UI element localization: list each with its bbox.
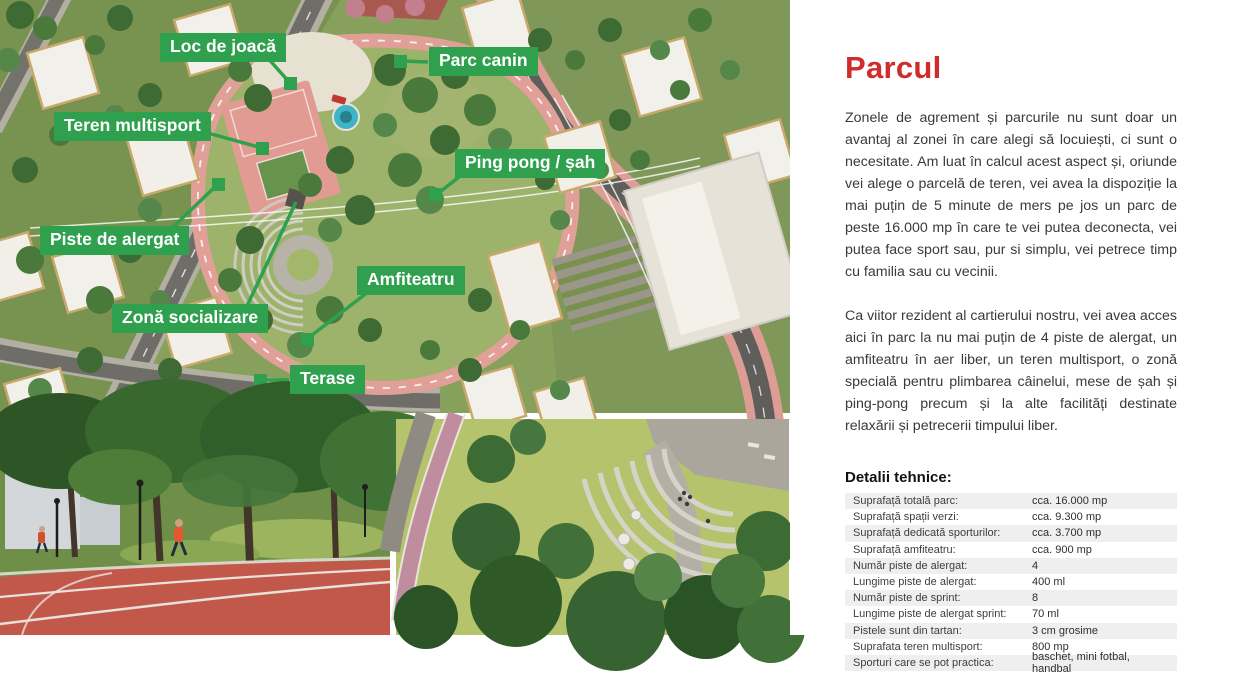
map-label-teren-multisport: Teren multisport — [54, 112, 211, 141]
park-aerial-map — [0, 0, 790, 413]
intro-paragraph: Zonele de agrement și parcurile nu sunt doar un avantaj al zonei în care alegi să locuiești, ci sunt o necesitate. Am luat în calcul acest aspect și, oriunde vei alege o parcelă de teren, vei avea la dispoziție la mai puțin de 5 minute de mers pe jos un parc de peste 16.000 mp în care te vei putea deconecta, vei putea face sport sau, pur si simplu, vei petrece timp cu familia sau cu vecinii. — [845, 110, 1177, 280]
fountain — [333, 104, 359, 130]
detail-value: 800 mp — [1032, 640, 1069, 653]
detail-value: cca. 16.000 mp — [1032, 495, 1108, 508]
detail-value: 4 — [1032, 559, 1039, 572]
detail-label: Suprafață amfiteatru: — [853, 543, 956, 556]
technical-details-table — [845, 493, 1177, 675]
detail-value: cca. 9.300 mp — [1032, 511, 1102, 524]
detail-row — [845, 590, 1177, 606]
detail-label: Suprafață spații verzi: — [853, 511, 959, 524]
detail-label: Suprafata teren multisport: — [853, 640, 983, 653]
detail-row — [845, 623, 1177, 639]
map-label-piste-de-alergat: Piste de alergat — [40, 226, 189, 255]
detail-label: Lungime piste de alergat sprint: — [853, 608, 1007, 621]
aerial-render — [0, 0, 790, 413]
detail-value: 70 ml — [1032, 608, 1059, 621]
photo-running-track — [0, 419, 390, 635]
detail-row — [845, 493, 1177, 509]
page-title: Parcul — [845, 50, 942, 85]
detail-row — [845, 558, 1177, 574]
detail-label: Sporturi care se pot practica: — [853, 656, 994, 669]
photo-amphitheater — [396, 419, 789, 635]
map-label-ping-pong-sah: Ping pong / șah — [455, 149, 605, 178]
detail-row — [845, 574, 1177, 590]
map-label-zona-socializare: Zonă socializare — [112, 304, 268, 333]
detail-value: baschet, mini fotbal, handbal — [1032, 650, 1130, 675]
map-label-parc-canin: Parc canin — [429, 47, 538, 76]
detail-label: Suprafață dedicată sporturilor: — [853, 527, 1001, 540]
detail-row — [845, 525, 1177, 541]
map-label-terase: Terase — [290, 365, 365, 394]
detail-label: Pistele sunt din tartan: — [853, 624, 962, 637]
detail-value: 3 cm grosime — [1032, 624, 1099, 637]
map-label-loc-de-joaca: Loc de joacă — [160, 33, 286, 62]
detail-label: Număr piste de alergat: — [853, 559, 968, 572]
detail-value: cca. 900 mp — [1032, 543, 1092, 556]
detail-row — [845, 509, 1177, 525]
technical-details-heading: Detalii tehnice: — [845, 469, 952, 486]
detail-value: cca. 3.700 mp — [1032, 527, 1102, 540]
detail-row — [845, 542, 1177, 558]
info-panel — [790, 0, 1234, 675]
features-paragraph: Ca viitor rezident al cartierului nostru, vei avea acces aici în parc la nu mai puțin de 4 piste de alergat, un amfiteatru în aer liber, un teren multisport, o zonă specială pentru plimbarea câinelui, mese de șah și ping-pong precum și la alte facilități destinate relaxării și petrecerii timpului liber. — [845, 308, 1177, 434]
detail-label: Lungime piste de alergat: — [853, 576, 977, 589]
detail-label: Suprafață totală parc: — [853, 495, 959, 508]
detail-row — [845, 650, 1177, 675]
map-label-amfiteatru: Amfiteatru — [357, 266, 465, 295]
detail-row — [845, 606, 1177, 622]
detail-value: 400 ml — [1032, 576, 1066, 589]
detail-value: 8 — [1032, 592, 1039, 605]
detail-label: Număr piste de sprint: — [853, 592, 961, 605]
